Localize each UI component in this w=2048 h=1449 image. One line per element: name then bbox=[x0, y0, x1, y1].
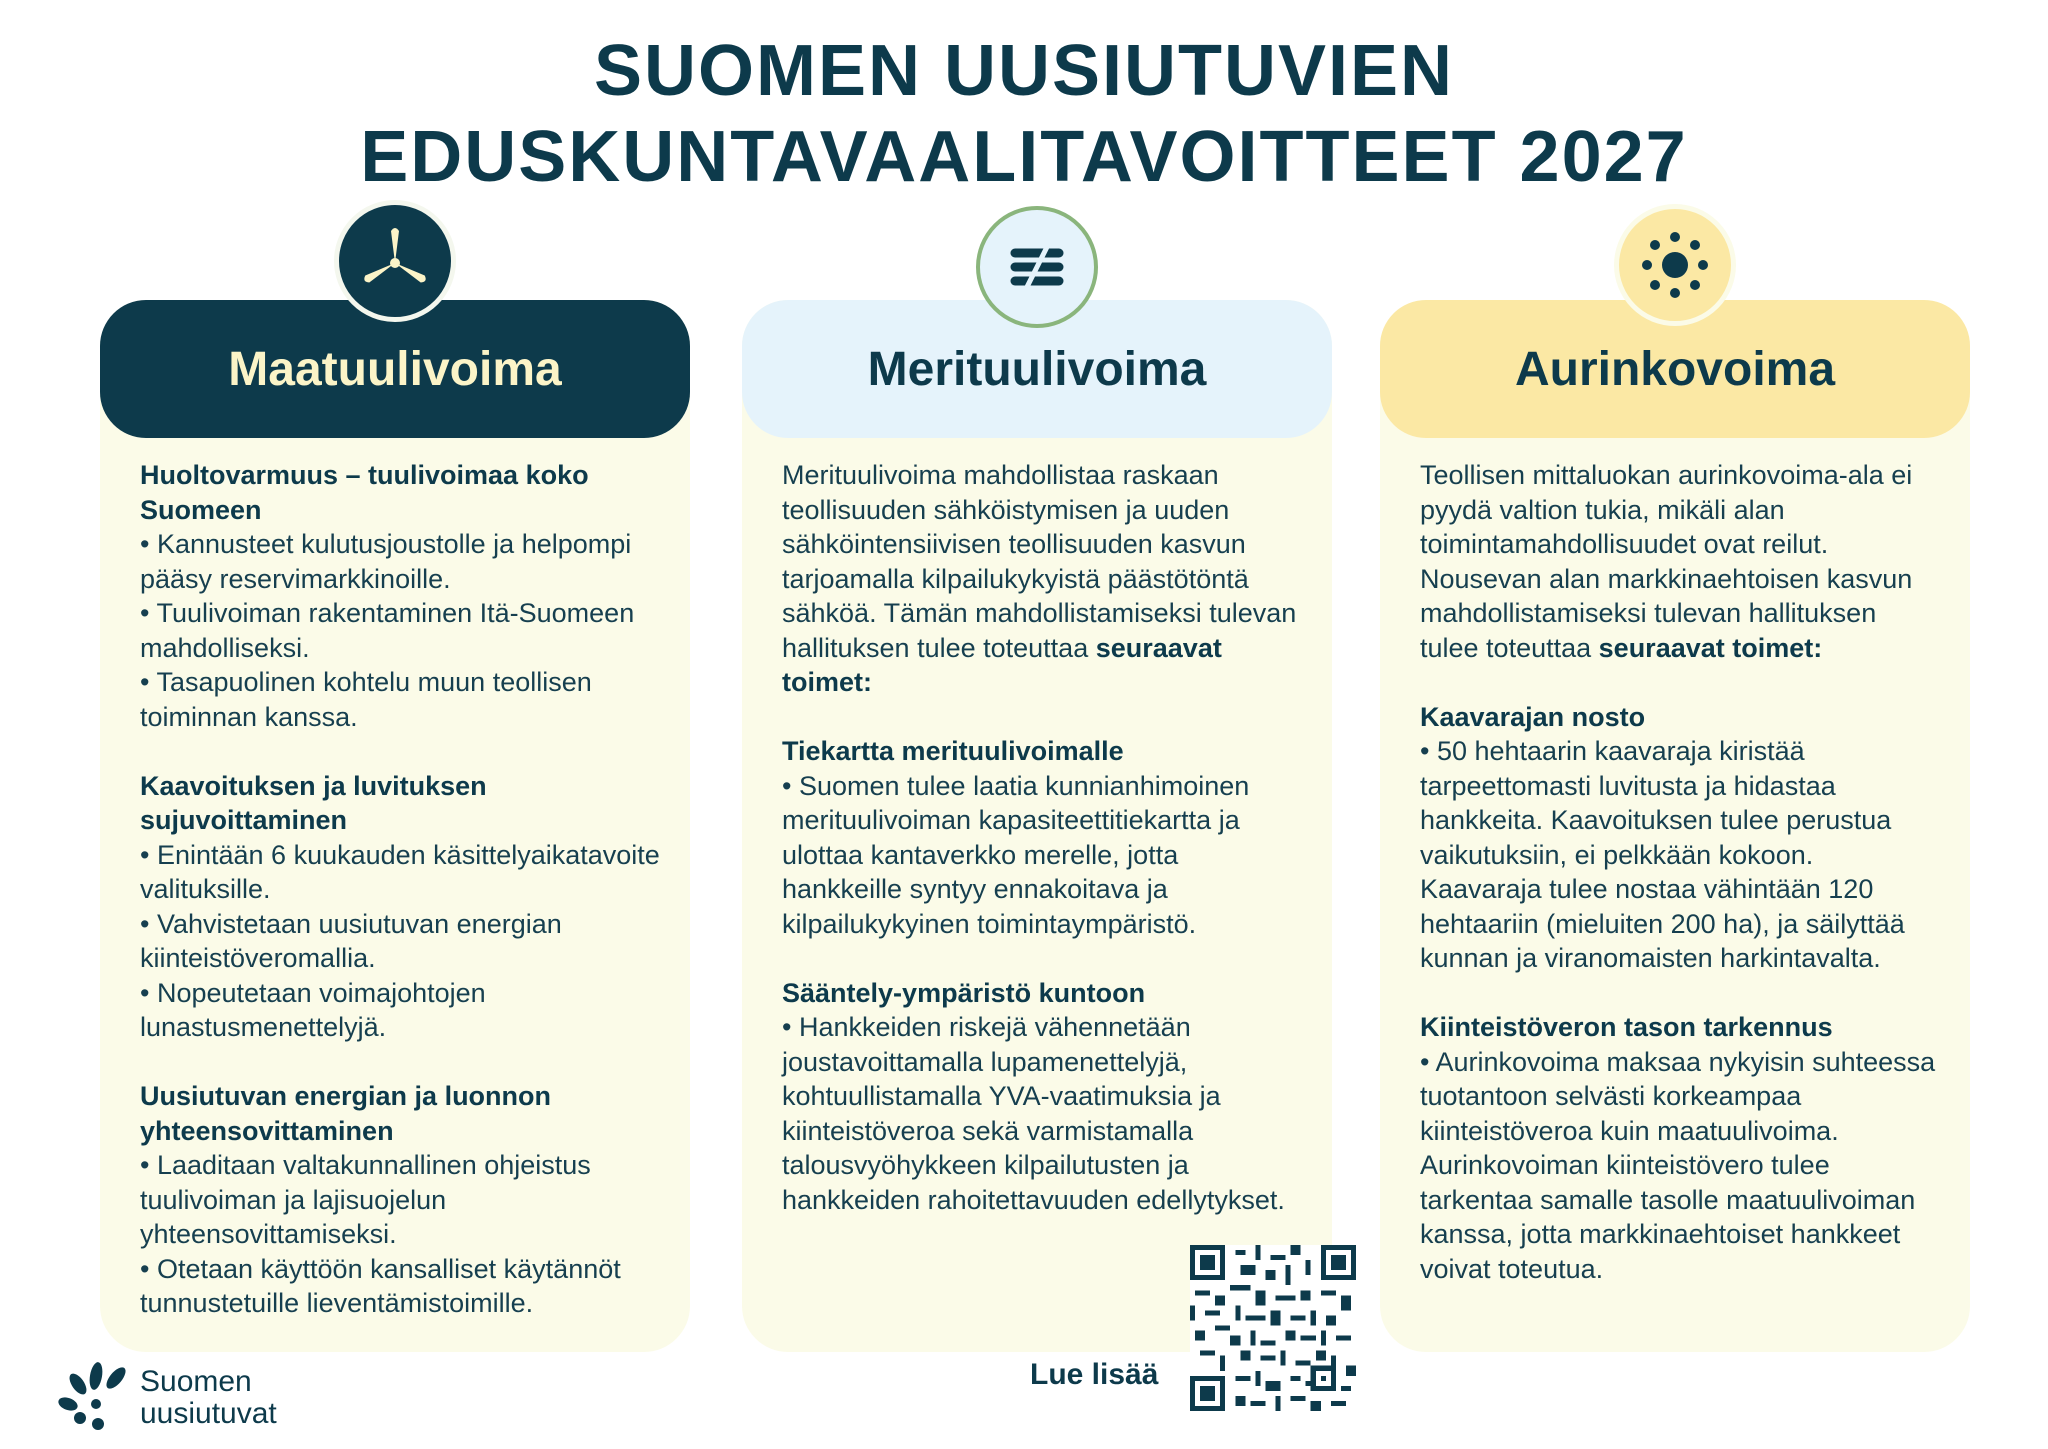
intro-bold: seuraavat toimet: bbox=[1598, 632, 1823, 663]
card-body-merituulivoima bbox=[782, 458, 1302, 1252]
logo-mark-icon bbox=[56, 1352, 136, 1438]
logo-line-2: uusiutuvat bbox=[140, 1397, 277, 1430]
brand-logo bbox=[56, 1352, 306, 1442]
list-item: • 50 hehtaarin kaavaraja kiristää tarpeettomasti luvitusta ja hidastaa hankkeita. Kaavoituksen tulee perustua vaikutuksiin, ei pelkkään kokoon. Kaavaraja tulee nostaa vähintään 120 hehtaariin (mieluiten 200 ha), ja säilyttää kunnan ja viranomaisten harkintavalta. bbox=[1420, 736, 1905, 973]
section-title: Kaavarajan nosto bbox=[1420, 701, 1646, 732]
section bbox=[1420, 1010, 1940, 1286]
list-item: • Aurinkovoima maksaa nykyisin suhteessa tuotantoon selvästi korkeampaa kiinteistöveroa kuin maatuulivoima. Aurinkovoiman kiinteistövero tulee tarkentaa samalle tasolle maatuulivoiman kanssa, jotta markkinaehtoiset hankkeet voivat toteutua. bbox=[1420, 1046, 1936, 1284]
section bbox=[140, 1079, 660, 1321]
list-item: • Hankkeiden riskejä vähennetään joustavoittamalla lupamenettelyjä, kohtuullistamalla YVA-vaatimuksia ja kiinteistöveroa sekä varmistamalla talousvyöhykkeen kilpailutusten ja hankkeiden rahoitettavuuden edellytykset. bbox=[782, 1012, 1285, 1215]
list-item: • Nopeutetaan voimajohtojen lunastusmenettelyjä. bbox=[140, 977, 486, 1042]
section-title: Tiekartta merituulivoimalle bbox=[782, 736, 1124, 766]
card-heading: Merituulivoima bbox=[867, 342, 1207, 396]
section-title: Kiinteistöveron tason tarkennus bbox=[1420, 1012, 1833, 1042]
page-title-line-1: SUOMEN UUSIUTUVIEN bbox=[593, 31, 1455, 111]
section-title: Uusiutuvan energian ja luonnon yhteensovittaminen bbox=[140, 1081, 552, 1146]
wind-turbine-icon bbox=[334, 200, 456, 322]
intro-paragraph bbox=[1420, 458, 1940, 665]
list-item: • Laaditaan valtakunnallinen ohjeistus tuulivoiman ja lajisuojelun yhteensovittamiseksi. bbox=[140, 1150, 591, 1249]
section bbox=[782, 976, 1302, 1218]
list-item: • Tuulivoiman rakentaminen Itä-Suomeen mahdolliseksi. bbox=[140, 598, 635, 663]
section-title: Kaavoituksen ja luvituksen sujuvoittaminen bbox=[140, 770, 487, 835]
section-title: Huoltovarmuus – tuulivoimaa koko Suomeen bbox=[140, 460, 589, 525]
card-maatuulivoima bbox=[100, 300, 690, 1352]
qr-code-icon[interactable] bbox=[1190, 1245, 1356, 1411]
section bbox=[1420, 700, 1940, 976]
intro-bold: seuraavat toimet: bbox=[782, 632, 1222, 697]
logo-line-1: Suomen bbox=[140, 1365, 252, 1398]
card-body-maatuulivoima bbox=[140, 458, 660, 1355]
section bbox=[140, 769, 660, 1045]
card-body-aurinkovoima bbox=[1420, 458, 1940, 1321]
list-item: • Otetaan käyttöön kansalliset käytännöt tunnustetuille lieventämistoimille. bbox=[140, 1253, 621, 1318]
intro-paragraph bbox=[782, 458, 1302, 700]
read-more-label: Lue lisää bbox=[1030, 1358, 1159, 1391]
list-item: • Vahvistetaan uusiutuvan energian kiinteistöveromallia. bbox=[140, 908, 562, 973]
section-title: Sääntely-ympäristö kuntoon bbox=[782, 977, 1146, 1008]
sun-icon bbox=[1614, 204, 1736, 326]
list-item: • Tasapuolinen kohtelu muun teollisen toiminnan kanssa. bbox=[140, 667, 592, 732]
offshore-wind-icon bbox=[976, 206, 1098, 328]
list-item: • Enintään 6 kuukauden käsittelyaikatavoite valituksille. bbox=[140, 839, 660, 904]
logo-text bbox=[140, 1366, 277, 1430]
card-heading: Aurinkovoima bbox=[1514, 342, 1836, 396]
card-merituulivoima bbox=[742, 300, 1332, 1352]
page-title bbox=[0, 28, 2048, 200]
list-item: • Kannusteet kulutusjoustolle ja helpompi pääsy reservimarkkinoille. bbox=[140, 529, 632, 594]
intro-text: Merituulivoima mahdollistaa raskaan teollisuuden sähköistymisen ja uuden sähköintensiivisen teollisuuden kasvun tarjoamalla kilpailukykyistä päästötöntä sähköä. Tämän mahdollistamiseksi tulevan hallituksen tulee toteuttaa bbox=[782, 460, 1297, 663]
page-title-line-2: EDUSKUNTAVAALITAVOITTEET 2027 bbox=[360, 117, 1688, 197]
list-item: • Suomen tulee laatia kunnianhimoinen merituulivoiman kapasiteettitiekartta ja ulottaa kantaverkko merelle, jotta hankkeille syntyy ennakoitava ja kilpailukykyinen toimintaympäristö. bbox=[782, 770, 1250, 939]
section bbox=[140, 458, 660, 734]
card-heading: Maatuulivoima bbox=[228, 342, 562, 396]
card-aurinkovoima bbox=[1380, 300, 1970, 1352]
intro-text: Teollisen mittaluokan aurinkovoima-ala ei pyydä valtion tukia, mikäli alan toimintamahdollisuudet ovat reilut. Nousevan alan markkinaehtoisen kasvun mahdollistamiseksi tulevan hallituksen tulee toteuttaa bbox=[1420, 460, 1913, 663]
section bbox=[782, 734, 1302, 941]
